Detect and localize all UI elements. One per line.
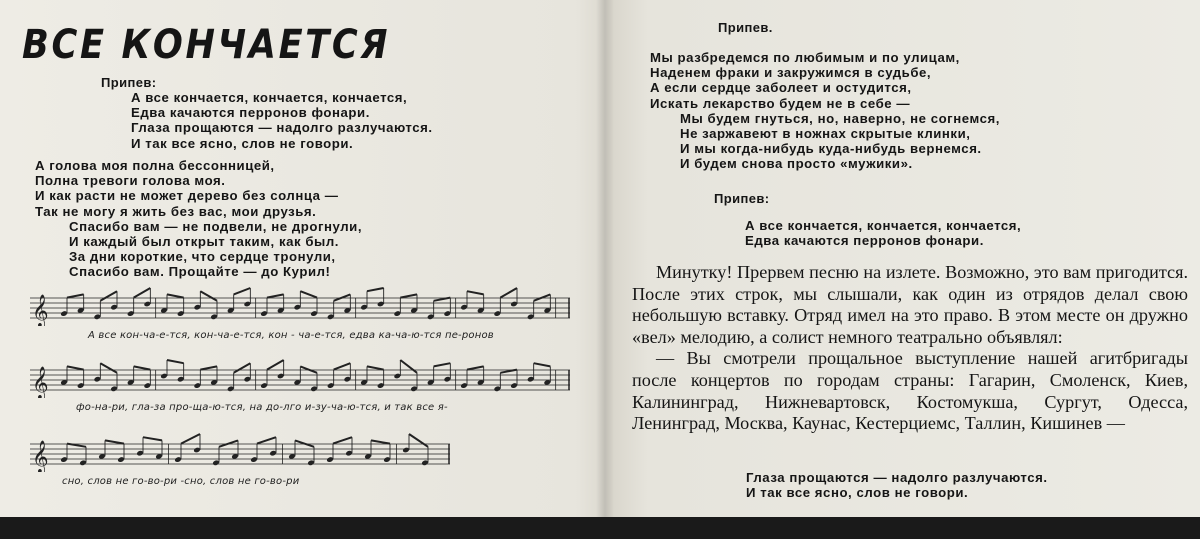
note-beam (434, 363, 451, 366)
verse-line: Наденем фраки и закружимся в судьбе, (650, 65, 932, 81)
treble-clef: 𝄞 (32, 366, 49, 398)
paragraph: Минутку! Прервем песню на излете. Возможно, это вам пригодится. После этих строк, мы слышали, как один из отрядов делал свою небольшую вставку. Отряд имел на это право. В этом месте он дружно «вел» мелодию, а солист немного театрально объявлял: (632, 262, 1188, 347)
verse-line: И каждый был открыт таким, как был. (69, 234, 339, 250)
note-beam (219, 440, 238, 446)
verse-line: А голова моя полна бессонницей, (35, 158, 275, 173)
treble-clef: 𝄞 (32, 294, 49, 326)
treble-clef: 𝄞 (32, 440, 49, 472)
note-beam (267, 360, 284, 370)
chorus-line: Едва качаются перронов фонари. (745, 233, 984, 249)
note-beam (300, 366, 317, 372)
music-staff (30, 356, 570, 398)
note-beam (400, 360, 417, 373)
note-beam (500, 288, 517, 298)
song-title: ВСЕ КОНЧАЕТСЯ (22, 22, 391, 68)
chorus-line: Глаза прощаются — надолго разлучаются. (746, 470, 1048, 485)
note-beam (371, 440, 390, 443)
verse-block (650, 50, 1000, 172)
verse-line: И мы когда-нибудь куда-нибудь вернемся. (680, 141, 982, 157)
note-beam (100, 291, 117, 301)
verse-line: Спасибо вам — не подвели, не дрогнули, (69, 218, 363, 234)
note-beam (334, 363, 351, 369)
note-beam (181, 434, 200, 444)
note-beam (267, 294, 284, 297)
verse-line: И будем снова просто «мужики». (680, 156, 913, 172)
verse-line: Мы будем гнуться, но, наверно, не согнемся, (680, 110, 1000, 126)
music-lyrics: сно, слов не го-во-ри -сно, слов не го-во-ри (62, 476, 300, 487)
note-beam (134, 366, 151, 369)
note-beam (167, 294, 184, 297)
music-lyrics: А все кон-ча-е-тся, кон-ча-е-тся, кон - ча-е-тся, едва ка-ча-ю-тся пе-ронов (88, 330, 494, 341)
note-beam (367, 288, 384, 291)
chorus-line: А все кончается, кончается, кончается, (745, 218, 1022, 233)
note-beam (367, 366, 384, 369)
note-beam (234, 288, 251, 294)
chorus-label: Припев: (101, 75, 157, 90)
paragraph: — Вы смотрели прощальное выступление нашей агитбригады после концертов по городам страны: Гагарин, Смоленск, Киев, Калининград, Нижневартовск, Костомукша, Сургут, Одесса, Ленинград, Москва, Каунас, Кестерциемс, Таллин, Кишинев — (632, 348, 1188, 434)
music-staff (30, 430, 570, 472)
music-staff (30, 284, 570, 326)
chorus-line: А все кончается, кончается, кончается, (131, 90, 408, 105)
note-beam (100, 363, 117, 373)
note-beam (295, 440, 314, 446)
verse-line: И как расти не может дерево без солнца — (35, 188, 339, 204)
note-beam (300, 291, 317, 297)
note-beam (67, 294, 84, 297)
chorus-line: И так все ясно, слов не говори. (131, 135, 354, 151)
note-beam (467, 291, 484, 294)
verse-line: Так не могу я жить без вас, мои друзья. (35, 203, 317, 219)
chorus-label: Припев: (714, 191, 770, 206)
verse-line: За дни короткие, что сердце тронули, (69, 249, 336, 265)
article-body (632, 262, 1188, 435)
note-beam (67, 366, 84, 369)
note-beam (334, 294, 351, 300)
note-beam (400, 294, 417, 297)
verse-line: Полна тревоги голова моя. (35, 173, 226, 189)
note-beam (105, 440, 124, 443)
verse-line: Искать лекарство будем не в себе — (650, 95, 911, 111)
note-beam (200, 291, 217, 301)
page-gutter (596, 0, 614, 517)
chorus-line: Едва качаются перронов фонари. (131, 105, 370, 121)
chorus-block (745, 218, 1021, 248)
note-beam (167, 360, 184, 363)
final-chorus (746, 470, 1048, 500)
note-beam (333, 437, 352, 443)
chorus-line: И так все ясно, слов не говори. (746, 485, 969, 501)
music-lyrics: фо-на-ри, гла-за про-ща-ю-тся, на до-лго и-зу-ча-ю-тся, и так все я- (76, 402, 448, 413)
note-beam (234, 363, 251, 373)
verse-line: Спасибо вам. Прощайте — до Курил! (69, 264, 331, 280)
note-beam (143, 437, 162, 440)
chorus-label: Припев. (718, 20, 773, 35)
verse-line: Не заржавеют в ножнах скрытые клинки, (680, 126, 971, 142)
note-beam (134, 288, 151, 298)
verse-line: Мы разбредемся по любимым и по улицам, (650, 50, 960, 65)
verse-block (35, 158, 362, 280)
note-beam (409, 434, 428, 447)
note-beam (534, 363, 551, 366)
note-beam (534, 294, 551, 300)
bottom-border (0, 517, 1200, 539)
chorus-line: Глаза прощаются — надолго разлучаются. (131, 120, 433, 136)
note-beam (200, 366, 217, 369)
verse-line: А если сердце заболеет и остудится, (650, 80, 912, 96)
note-beam (257, 437, 276, 443)
chorus-block (131, 90, 433, 151)
note-beam (467, 366, 484, 369)
